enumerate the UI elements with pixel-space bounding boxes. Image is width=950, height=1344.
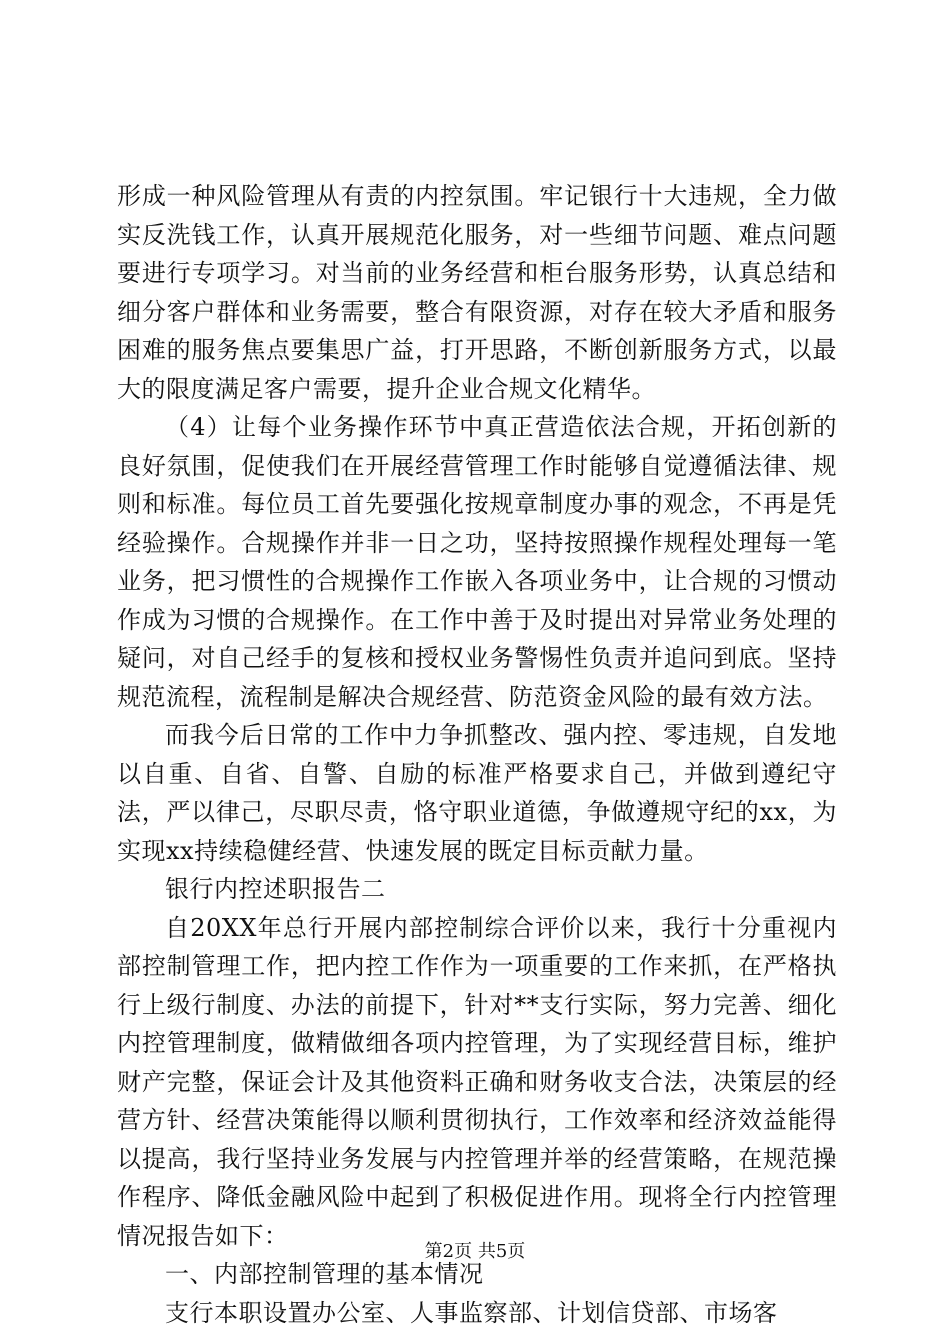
paragraph-item-4: （4）让每个业务操作环节中真正营造依法合规，开拓创新的良好氛围，促使我们在开展经营管理工作时能够自觉遵循法律、规则和标准。每位员工首先要强化按规章制度办事的观念，不再是凭经验操作。合规操作并非一日之功，坚持按照操作规程处理每一笔业务，把习惯性的合规操作工作嵌入各项业务中，让合规的习惯动作成为习惯的合规操作。在工作中善于及时提出对异常业务处理的疑问，对自己经手的复核和授权业务警惕性负责并追问到底。坚持规范流程，流程制是解决合规经营、防范资金风险的最有效方法。	[117, 413, 837, 711]
page-footer: 第2页 共5页	[424, 1241, 526, 1262]
document-body	[117, 177, 837, 1332]
paragraph-continuation: 形成一种风险管理从有责的内控氛围。牢记银行十大违规，全力做实反洗钱工作，认真开展规范化服务，对一些细节问题、难点问题要进行专项学习。对当前的业务经营和柜台服务形势，认真总结和细分客户群体和业务需要，整合有限资源，对存在较大矛盾和服务困难的服务焦点要集思广益，打开思路，不断创新服务方式，以最大的限度满足客户需要，提升企业合规文化精华。	[117, 182, 837, 403]
paragraph-commitment: 而我今后日常的工作中力争抓整改、强内控、零违规，自发地以自重、自省、自警、自励的标准严格要求自己，并做到遵纪守法，严以律己，尽职尽责，恪守职业道德，争做遵规守纪的xx，为实现xx持续稳健经营、快速发展的既定目标贡献力量。	[117, 721, 837, 865]
paragraph-intro: 自20XX年总行开展内部控制综合评价以来，我行十分重视内部控制管理工作，把内控工作作为一项重要的工作来抓，在严格执行上级行制度、办法的前提下，针对**支行实际，努力完善、细化内控管理制度，做精做细各项内控管理，为了实现经营目标，维护财产完整，保证会计及其他资料正确和财务收支合法，决策层的经营方针、经营决策能得以顺利贯彻执行，工作效率和经济效益能得以提高，我行坚持业务发展与内控管理并举的经营策略，在规范操作程序、降低金融风险中起到了积极促进作用。现将全行内控管理情况报告如下：	[117, 913, 837, 1250]
section-title-report-two: 银行内控述职报告二	[165, 875, 386, 903]
paragraph-departments: 支行本职设置办公室、人事监察部、计划信贷部、市场客	[165, 1298, 778, 1327]
section-heading-basic-situation: 一、内部控制管理的基本情况	[165, 1260, 484, 1288]
